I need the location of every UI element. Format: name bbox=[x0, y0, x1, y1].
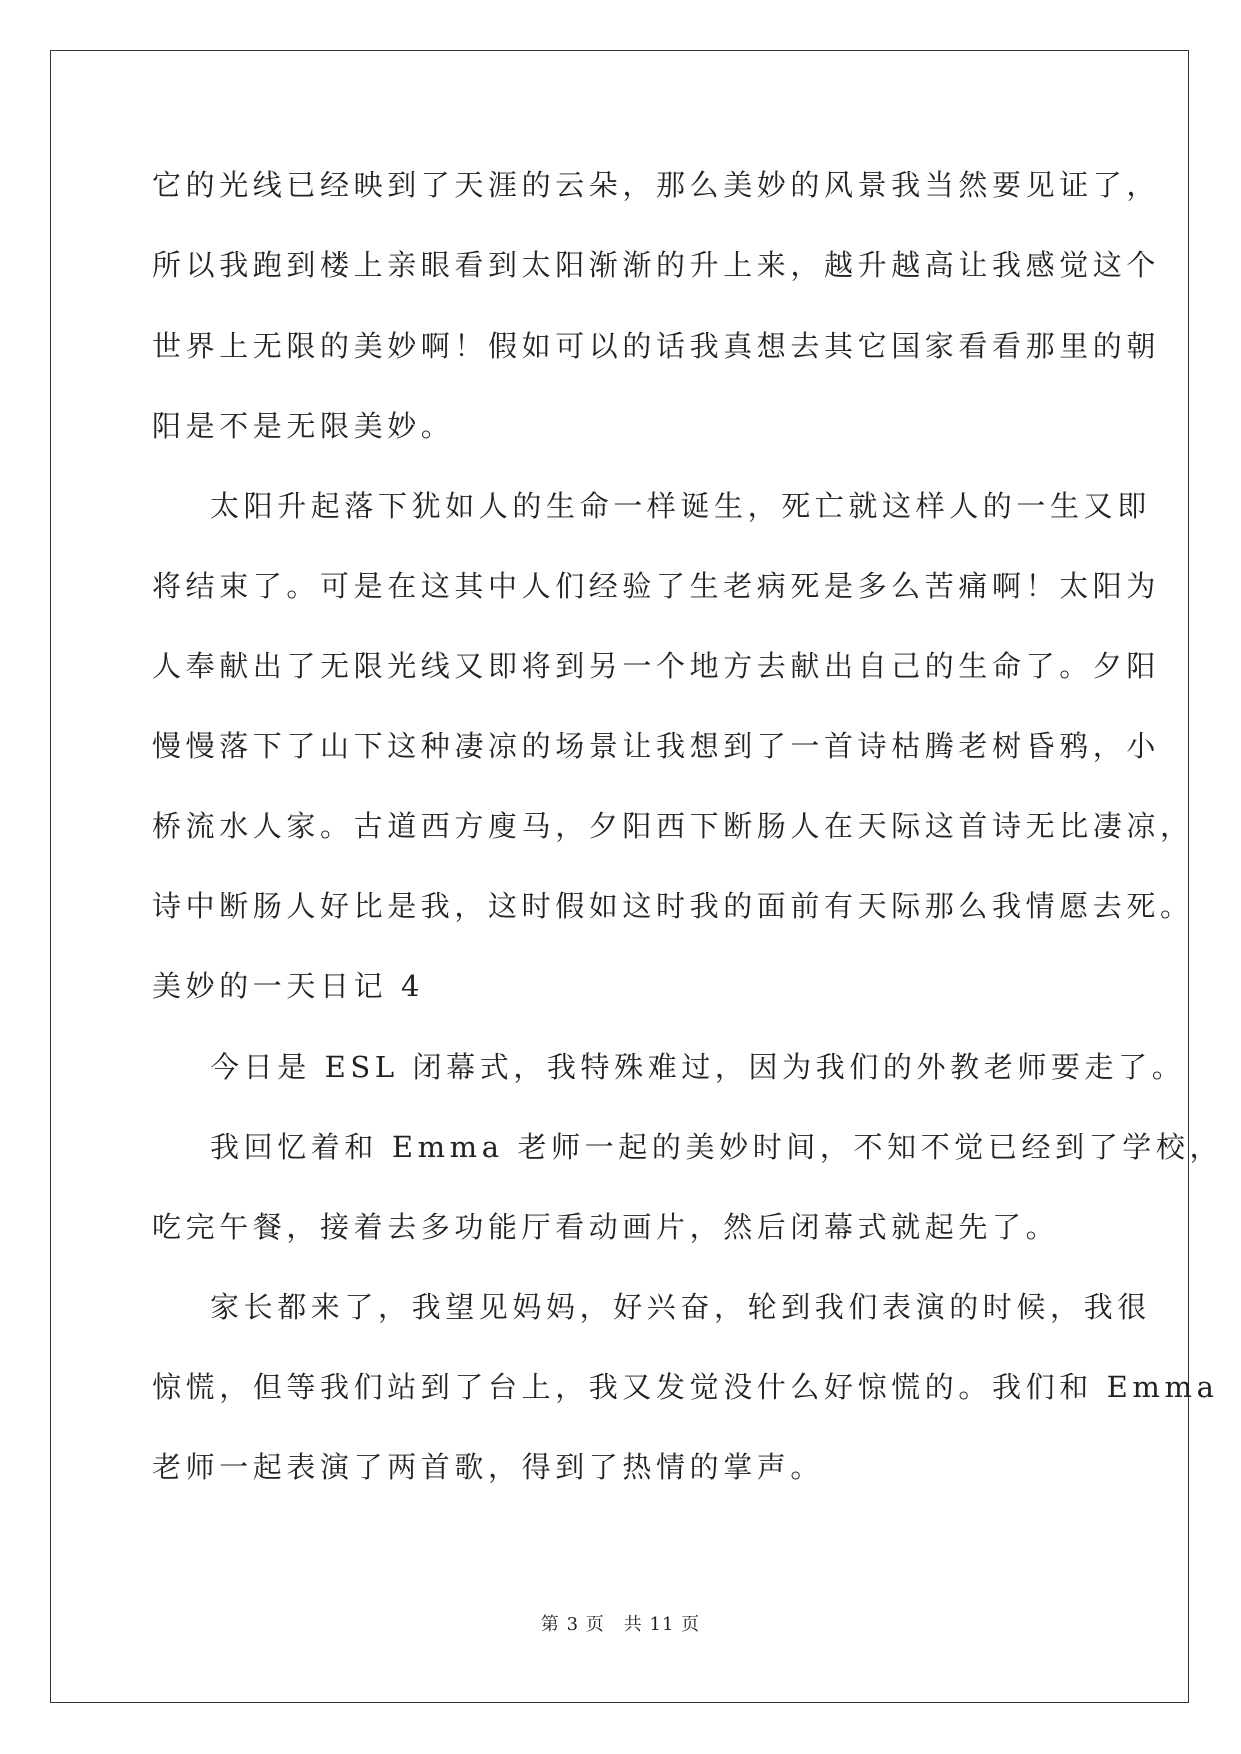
text-line: 老师一起表演了两首歌，得到了热情的掌声。 bbox=[152, 1450, 825, 1484]
paragraph-first-line: 家长都来了，我望见妈妈，好兴奋，轮到我们表演的时候，我很 bbox=[210, 1290, 1151, 1324]
section-heading: 美妙的一天日记 4 bbox=[152, 969, 425, 1003]
text-line: 诗中断肠人好比是我，这时假如这时我的面前有天际那么我情愿去死。 bbox=[152, 889, 1194, 923]
text-line: 所以我跑到楼上亲眼看到太阳渐渐的升上来，越升越高让我感觉这个 bbox=[152, 248, 1161, 282]
text-line: 将结束了。可是在这其中人们经验了生老病死是多么苦痛啊！太阳为 bbox=[152, 569, 1161, 603]
text-line: 慢慢落下了山下这种凄凉的场景让我想到了一首诗枯腾老树昏鸦，小 bbox=[152, 729, 1161, 763]
text-line: 人奉献出了无限光线又即将到另一个地方去献出自己的生命了。夕阳 bbox=[152, 649, 1161, 683]
text-line: 桥流水人家。古道西方廋马，夕阳西下断肠人在天际这首诗无比凄凉， bbox=[152, 809, 1194, 843]
text-line: 世界上无限的美妙啊！假如可以的话我真想去其它国家看看那里的朝 bbox=[152, 329, 1161, 363]
paragraph-first-line: 今日是 ESL 闭幕式，我特殊难过，因为我们的外教老师要走了。 bbox=[210, 1050, 1186, 1084]
text-line: 惊慌，但等我们站到了台上，我又发觉没什么好惊慌的。我们和 Emma bbox=[152, 1370, 1219, 1404]
text-line: 阳是不是无限美妙。 bbox=[152, 409, 455, 443]
paragraph-first-line: 太阳升起落下犹如人的生命一样诞生，死亡就这样人的一生又即 bbox=[210, 489, 1151, 523]
text-line: 吃完午餐，接着去多功能厅看动画片，然后闭幕式就起先了。 bbox=[152, 1210, 1060, 1244]
paragraph-first-line: 我回忆着和 Emma 老师一起的美妙时间，不知不觉已经到了学校， bbox=[210, 1130, 1224, 1164]
text-line: 它的光线已经映到了天涯的云朵，那么美妙的风景我当然要见证了， bbox=[152, 168, 1161, 202]
page-number-footer: 第 3 页 共 11 页 bbox=[540, 1614, 701, 1635]
